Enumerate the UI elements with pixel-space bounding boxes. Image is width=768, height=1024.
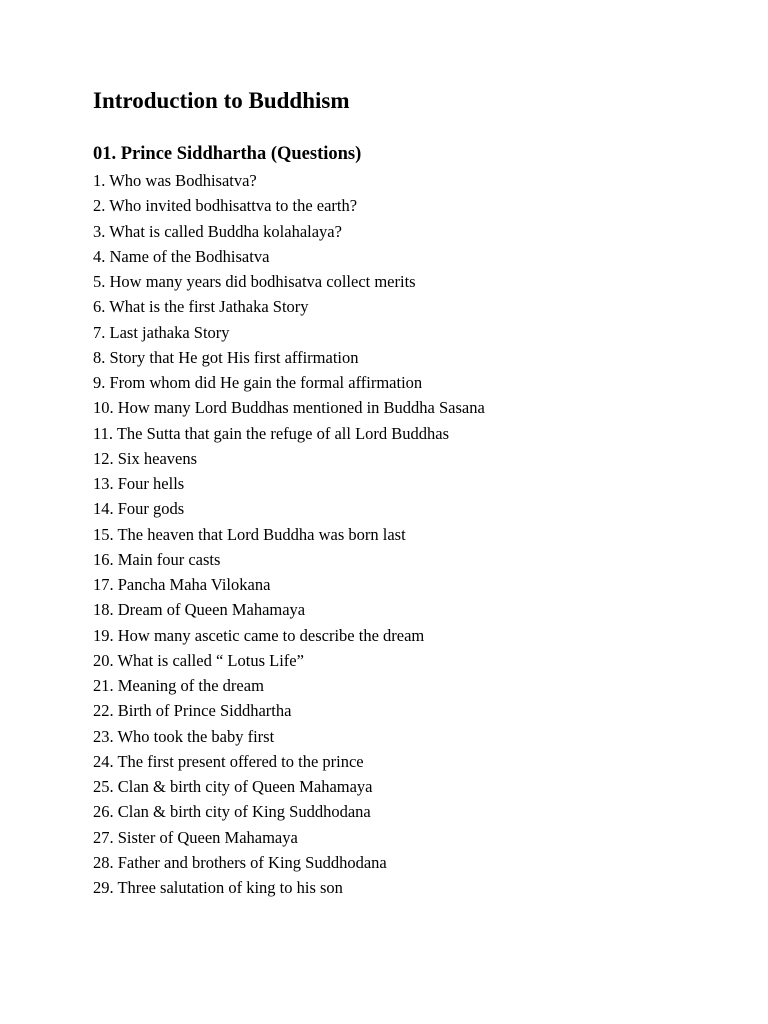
- question-item: 24. The first present offered to the prince: [93, 751, 364, 771]
- question-item: 23. Who took the baby first: [93, 726, 275, 746]
- question-item: 12. Six heavens: [93, 448, 198, 468]
- question-item: 1. Who was Bodhisatva?: [93, 171, 257, 190]
- question-item: 29. Three salutation of king to his son: [93, 878, 343, 897]
- question-item: 20. What is called “ Lotus Life”: [93, 650, 304, 670]
- question-item: 26. Clan & birth city of King Suddhodana: [93, 802, 371, 822]
- question-item: 16. Main four casts: [93, 549, 221, 569]
- question-item: 5. How many years did bodhisatva collect merits: [93, 272, 416, 291]
- question-item: 28. Father and brothers of King Suddhodana: [93, 852, 387, 872]
- question-item: 14. Four gods: [93, 499, 185, 519]
- question-item: 22. Birth of Prince Siddhartha: [93, 701, 292, 721]
- section-heading: 01. Prince Siddhartha (Questions): [93, 144, 362, 164]
- question-item: 15. The heaven that Lord Buddha was born last: [93, 524, 406, 544]
- question-item: 19. How many ascetic came to describe the dream: [93, 625, 425, 645]
- question-item: 18. Dream of Queen Mahamaya: [93, 600, 306, 620]
- question-item: 27. Sister of Queen Mahamaya: [93, 827, 298, 847]
- question-item: 25. Clan & birth city of Queen Mahamaya: [93, 777, 373, 796]
- question-list: [93, 168, 485, 900]
- question-item: 10. How many Lord Buddhas mentioned in Buddha Sasana: [93, 398, 485, 418]
- question-item: 17. Pancha Maha Vilokana: [93, 575, 271, 594]
- question-item: 13. Four hells: [93, 474, 185, 493]
- question-item: 9. From whom did He gain the formal affirmation: [93, 373, 423, 392]
- question-item: 6. What is the first Jathaka Story: [93, 297, 309, 317]
- question-item: 7. Last jathaka Story: [93, 322, 230, 342]
- question-item: 2. Who invited bodhisattva to the earth?: [93, 196, 358, 216]
- question-item: 11. The Sutta that gain the refuge of all Lord Buddhas: [93, 423, 450, 443]
- document-title: Introduction to Buddhism: [93, 88, 350, 113]
- question-item: 8. Story that He got His first affirmation: [93, 347, 359, 367]
- question-item: 21. Meaning of the dream: [93, 676, 264, 695]
- question-item: 4. Name of the Bodhisatva: [93, 246, 270, 266]
- question-item: 3. What is called Buddha kolahalaya?: [93, 221, 342, 241]
